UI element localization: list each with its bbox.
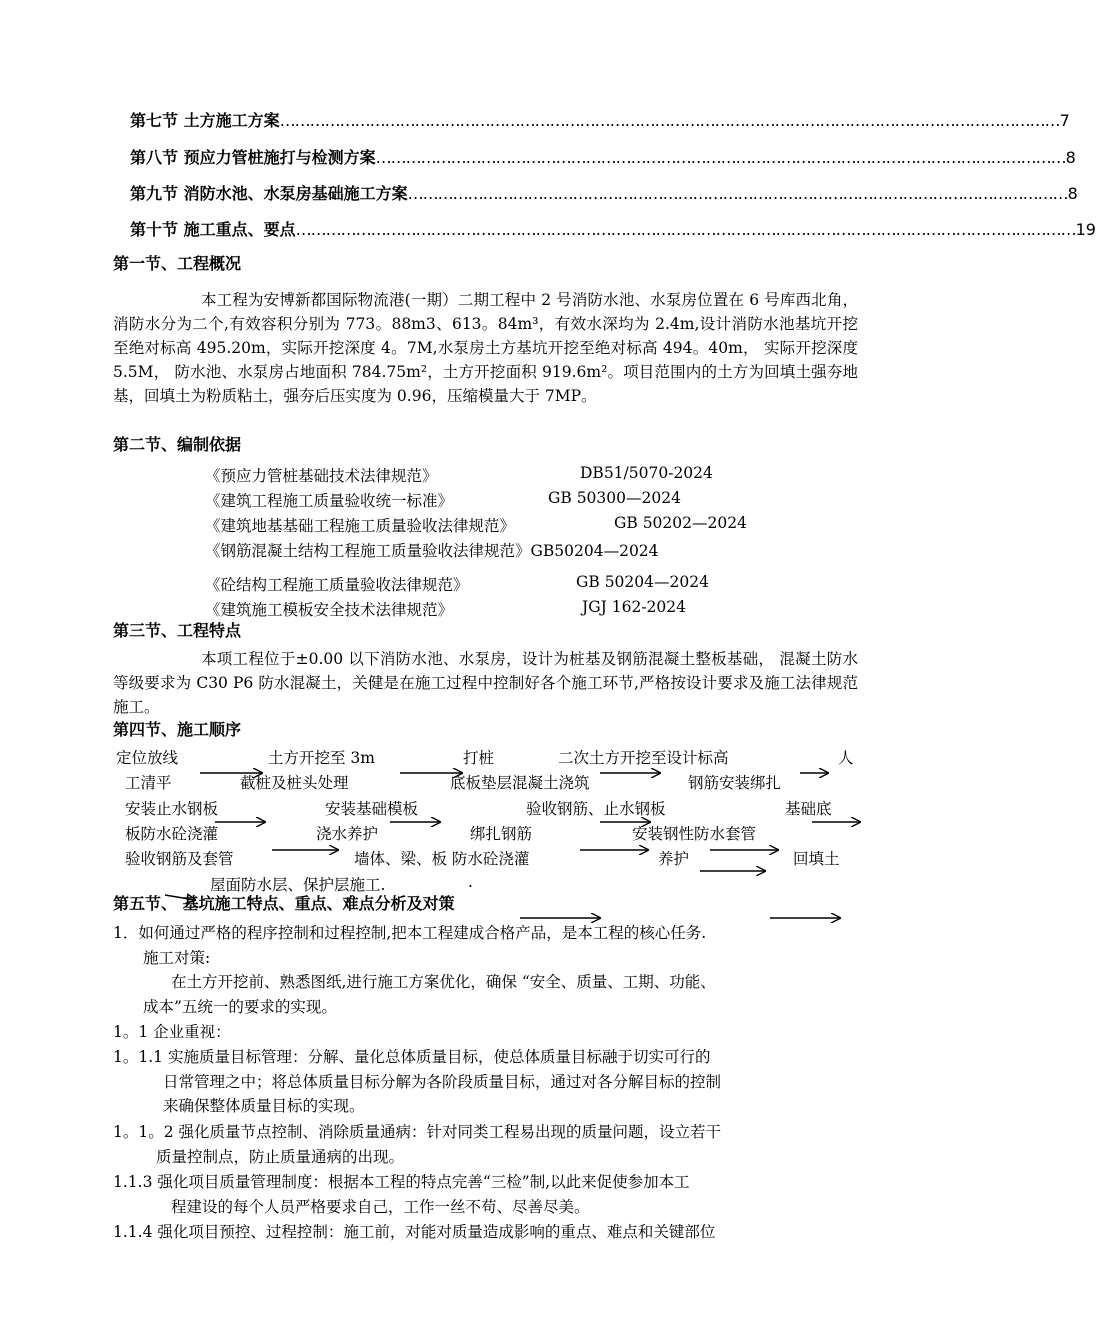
body-line: 施工对策: (143, 949, 211, 967)
reference-code: GB 50204—2024 (576, 573, 709, 591)
body-line: 1.1.4 强化项目预控、过程控制：施工前，对能对质量造成影响的重点、难点和关键部位 (113, 1223, 716, 1241)
reference-code: GB 50300—2024 (548, 489, 681, 507)
body-line: 1。1 企业重视： (113, 1023, 231, 1041)
flow-step: 绑扎钢筋 (470, 825, 533, 843)
body-line: 1。1。2 强化质量节点控制、消除质量通病：针对同类工程易出现的质量问题，设立若干 (113, 1123, 722, 1141)
flow-step: 墙体、梁、板 防水砼浇灌 (354, 850, 530, 868)
toc-label: 第九节 消防水池、水泵房基础施工方案 (130, 184, 408, 203)
section-1-heading: 第一节、工程概况 (113, 254, 242, 273)
reference-code: GB 50202—2024 (614, 514, 747, 532)
reference-code: DB51/5070-2024 (580, 464, 713, 482)
flow-step: 屋面防水层、保护层施工. (210, 876, 386, 894)
flow-step: 土方开挖至 3m (268, 749, 375, 767)
body-line: 程建设的每个人员严格要求自己，工作一丝不苟、尽善尽美。 (171, 1198, 590, 1216)
flow-step: 人 (838, 749, 854, 767)
body-line: 成本”五统一的要求的实现。 (143, 998, 337, 1016)
reference-title: 《钢筋混凝土结构工程施工质量验收法律规范》GB50204—2024 (205, 542, 659, 560)
flow-step: 安装钢性防水套管 (632, 825, 757, 843)
body-line: 来确保整体质量目标的实现。 (163, 1097, 365, 1115)
flow-step: 打桩 (463, 749, 495, 767)
body-line: 1．如何通过严格的程序控制和过程控制,把本工程建成合格产品，是本工程的核心任务. (113, 924, 707, 942)
section-5-heading: 第五节、 基坑施工特点、重点、难点分析及对策 (113, 894, 455, 913)
toc-leader: ………………………………………………………………………………………………………………………………………… (279, 111, 1060, 130)
body-line: 日常管理之中；将总体质量目标分解为各阶段质量目标，通过对各分解目标的控制 (163, 1073, 722, 1091)
reference-title: 《建筑地基基础工程施工质量验收法律规范》 (205, 517, 516, 535)
flow-step: 验收钢筋及套管 (125, 850, 234, 868)
flow-step: . (468, 873, 473, 891)
reference-title: 《建筑工程施工质量验收统一标准》 (205, 492, 454, 510)
flow-step: 浇水养护 (316, 825, 379, 843)
flow-step: 工清平 (125, 774, 172, 792)
reference-title: 《预应力管桩基础技术法律规范》 (205, 467, 438, 485)
body-line: 1。1.1 实施质量目标管理：分解、量化总体质量目标，使总体质量目标融于切实可行的 (113, 1048, 711, 1066)
flow-step: 基础底 (785, 800, 832, 818)
flow-step: 回填土 (793, 850, 840, 868)
toc-page: 8 (1065, 148, 1076, 167)
flow-step: 截桩及桩头处理 (240, 774, 349, 792)
body-line: 在土方开挖前、熟悉图纸,进行施工方案优化，确保 “安全、质量、工期、功能、 (171, 973, 716, 991)
section-1-body: 本工程为安博新都国际物流港(一期）二期工程中 2 号消防水池、水泵房位置在 6 号库西北角，消防水分为二个,有效容积分别为 773。88m3、613。84m³，有效水深均为 2.4m,设计消防水池基坑开挖至绝对标高 495.20m，实际开挖深度 4。7M,水泵房土方基坑开挖至绝对标高 494。40m， 实际开挖深度 5.5M， 防水池、水泵房占地面积 784.75m²，土方开挖面积 919.6m²。项目范围内的土方为回填土强夯地基，回填土为粉质粘土，强夯后压实度为 0.96，压缩模量大于 7MP。 (113, 291, 858, 405)
flow-step: 验收钢筋、止水钢板 (526, 800, 666, 818)
reference-code: JGJ 162-2024 (582, 598, 687, 616)
toc-page: 8 (1067, 184, 1078, 203)
toc-label: 第七节 土方施工方案 (130, 111, 280, 130)
flow-step: 二次土方开挖至设计标高 (558, 749, 729, 767)
flow-step: 定位放线 (116, 749, 179, 767)
flow-step: 钢筋安装绑扎 (688, 774, 782, 792)
toc-leader: ………………………………………………………………………………………………………………………… (375, 148, 1066, 167)
toc-page: 7 (1059, 111, 1070, 130)
section-2-heading: 第二节、编制依据 (113, 435, 242, 454)
reference-title: 《砼结构工程施工质量验收法律规范》 (205, 576, 469, 594)
flow-step: 安装基础模板 (325, 800, 419, 818)
section-3-heading: 第三节、工程特点 (113, 621, 242, 640)
section-3-body: 本项工程位于±0.00 以下消防水池、水泵房，设计为桩基及钢筋混凝土整板基础， 混凝土防水等级要求为 C30 P6 防水混凝土，关健是在施工过程中控制好各个施工环节,严格按设计要求及施工法律规范施工。 (113, 650, 858, 716)
reference-title: 《建筑施工模板安全技术法律规范》 (205, 601, 454, 619)
flow-step: 板防水砼浇灌 (125, 825, 219, 843)
flow-step: 养护 (658, 850, 690, 868)
toc-leader: …………………………………………………………………………………………………………………… (407, 184, 1068, 203)
body-line: 质量控制点，防止质量通病的出现。 (156, 1148, 405, 1166)
flow-step: 底板垫层混凝土浇筑 (450, 774, 590, 792)
body-line: 1.1.3 强化项目质量管理制度：根据本工程的特点完善“三检”制,以此来促使参加本工 (113, 1173, 690, 1191)
flow-step: 安装止水钢板 (125, 800, 219, 818)
toc-label: 第八节 预应力管桩施打与检测方案 (130, 148, 376, 167)
toc-page: 19 (1075, 220, 1096, 239)
toc-leader: ………………………………………………………………………………………………………………………………………… (295, 220, 1076, 239)
toc-label: 第十节 施工重点、要点 (130, 220, 296, 239)
section-4-heading: 第四节、施工顺序 (113, 720, 242, 739)
